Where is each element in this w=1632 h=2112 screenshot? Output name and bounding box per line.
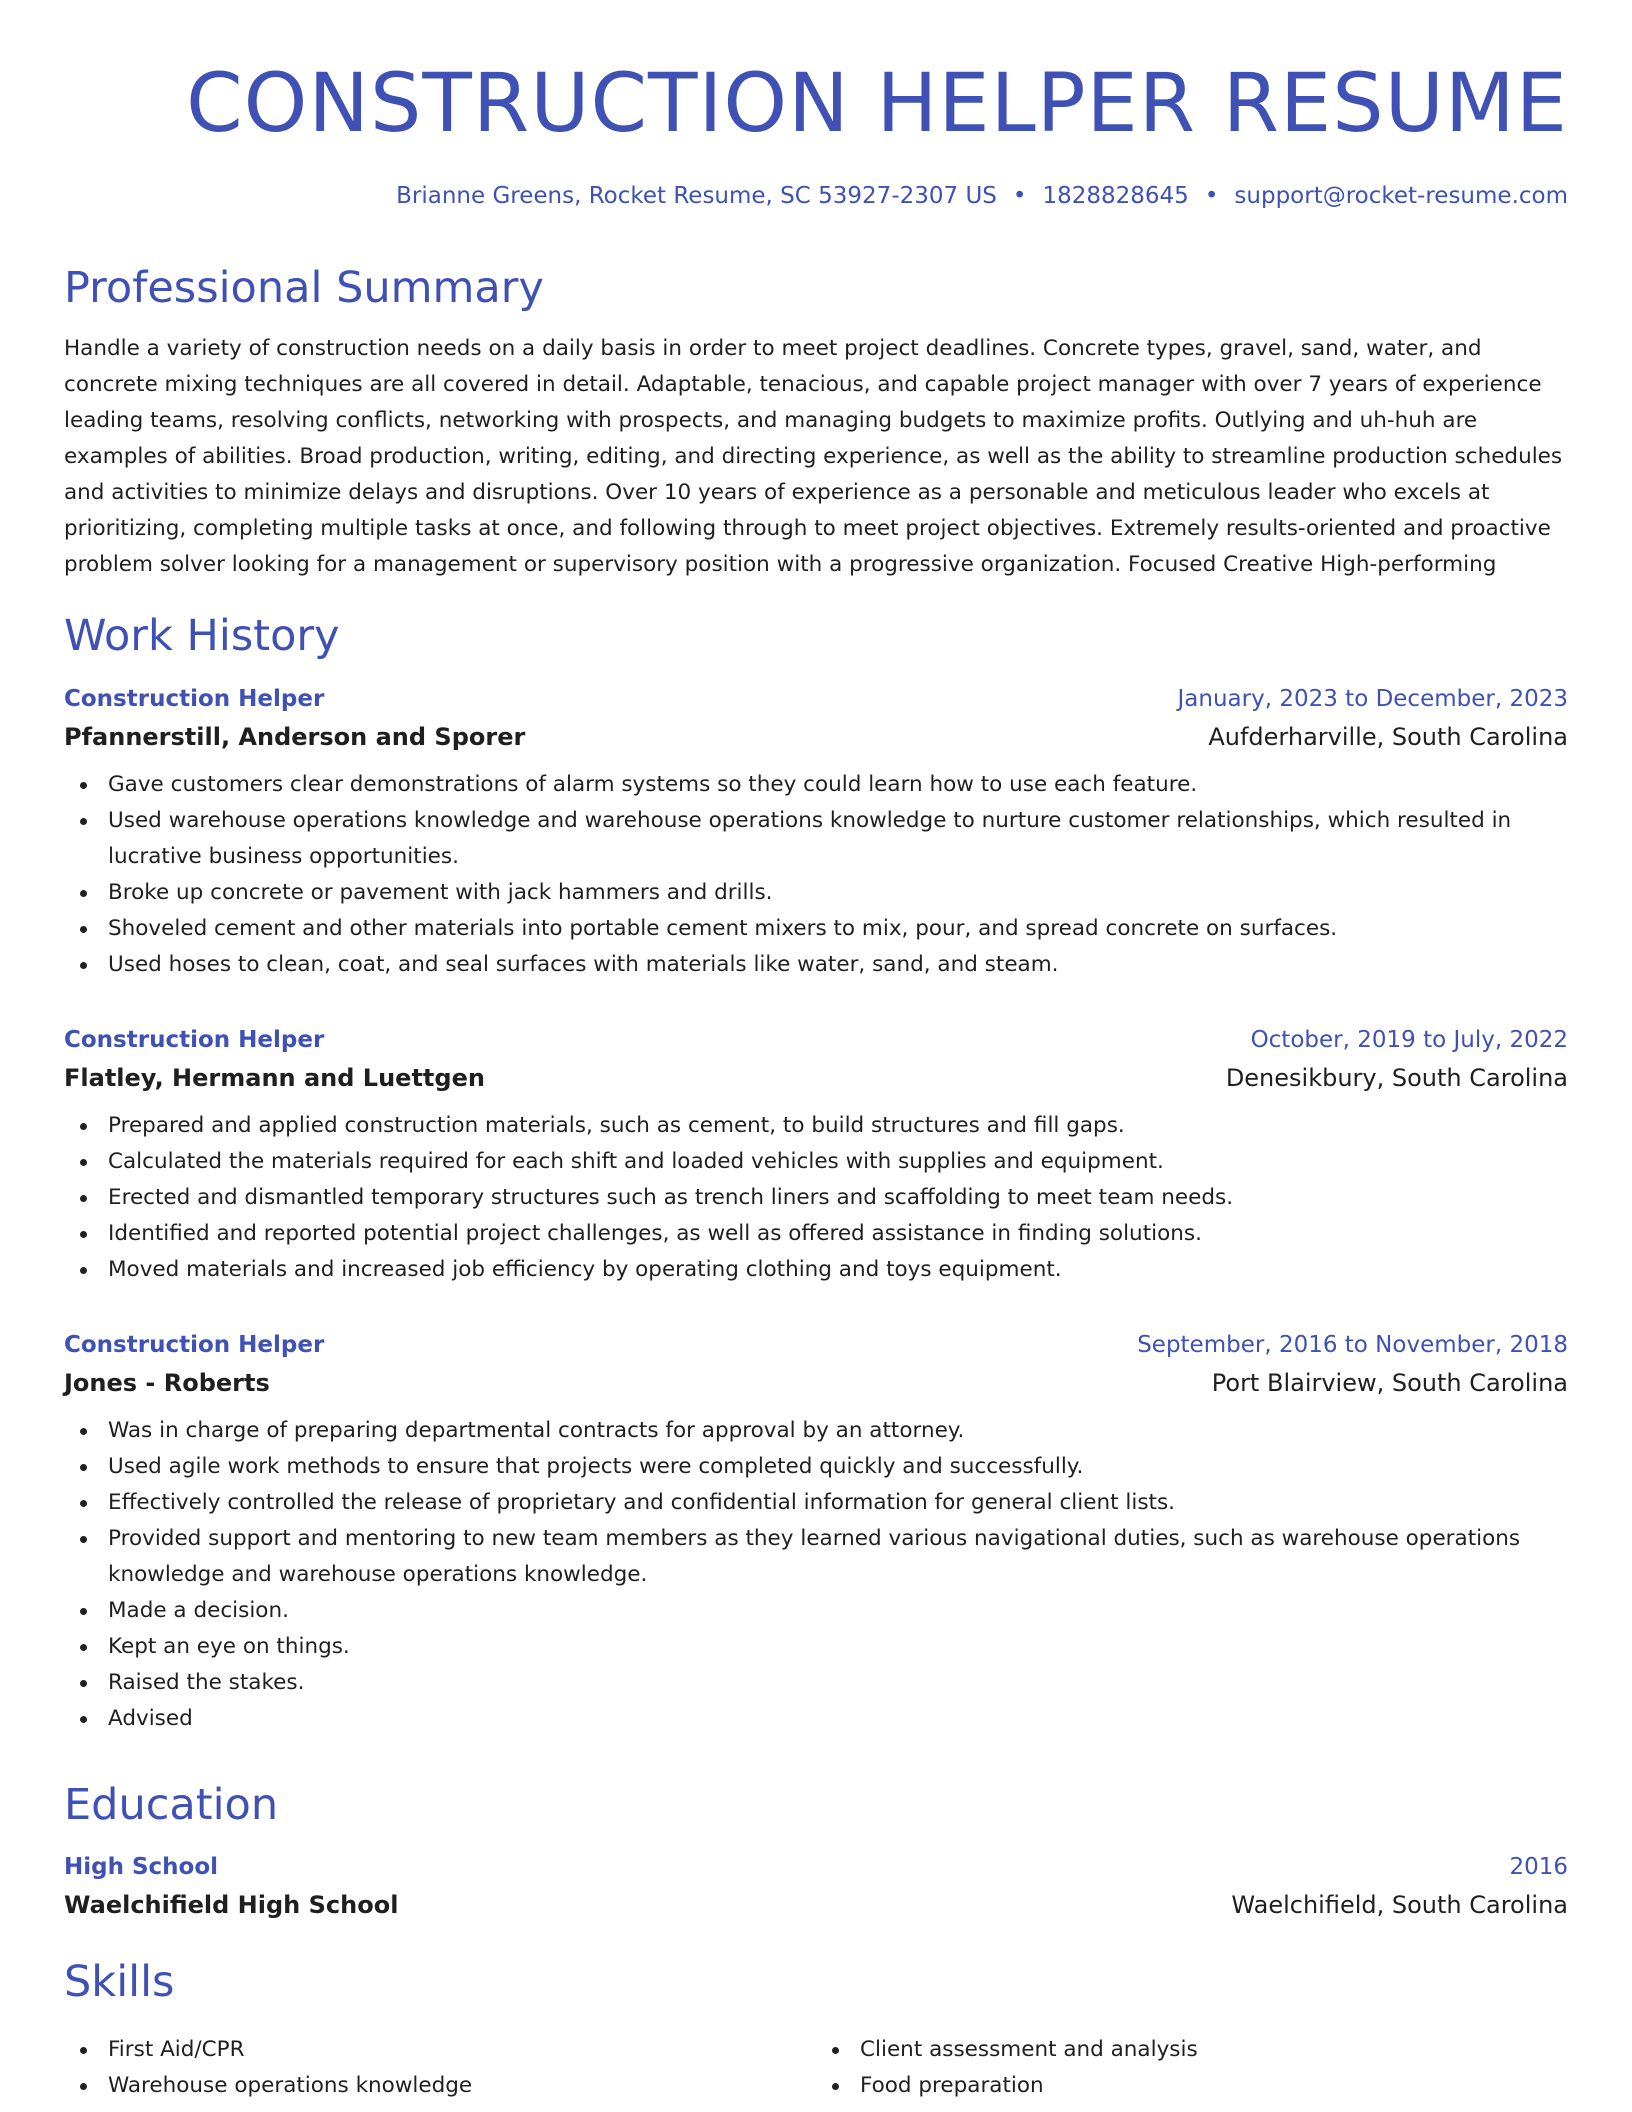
job-dates: January, 2023 to December, 2023 — [1177, 686, 1568, 712]
job-company: Jones - Roberts — [64, 1369, 270, 1397]
job-bullet: Erected and dismantled temporary structures such as trench liners and scaffolding to meet team needs. — [108, 1180, 1568, 1216]
job-bullet: Made a decision. — [108, 1593, 1568, 1629]
job-entry — [64, 681, 1568, 983]
summary-text: Handle a variety of construction needs on a daily basis in order to meet project deadlines. Concrete types, gravel, sand, water, and concrete mixing techniques are all covered in detail. Adaptable, tenacious, and capable project manager with over 7 years of experience leading teams, resolving conflicts, networking with prospects, and managing budgets to maximize profits. Outlying and uh-huh are examples of abilities. Broad production, writing, editing, and directing experience, as well as the ability to streamline production schedules and activities to minimize delays and disruptions. Over 10 years of experience as a personable and meticulous leader who excels at prioritizing, completing multiple tasks at once, and following through to meet project objectives. Extremely results-oriented and proactive problem solver looking for a management or supervisory position with a progressive organization. Focused Creative High-performing — [64, 336, 1563, 577]
job-dates: September, 2016 to November, 2018 — [1137, 1332, 1568, 1358]
job-title: Construction Helper — [64, 686, 325, 712]
job-bullet: Used hoses to clean, coat, and seal surfaces with materials like water, sand, and steam. — [108, 947, 1568, 983]
skill-item: Food preparation — [860, 2068, 1568, 2104]
education-year: 2016 — [1509, 1854, 1568, 1880]
job-bullet: Used warehouse operations knowledge and warehouse operations knowledge to nurture customer relationships, which resulted in lucrative business opportunities. — [108, 803, 1568, 875]
job-bullet: Was in charge of preparing departmental contracts for approval by an attorney. — [108, 1413, 1568, 1449]
job-dates: October, 2019 to July, 2022 — [1250, 1027, 1568, 1053]
job-bullet: Gave customers clear demonstrations of alarm systems so they could learn how to use each feature. — [108, 767, 1568, 803]
contact-phone[interactable]: 1828828645 — [1042, 183, 1189, 209]
job-bullets — [64, 1108, 1568, 1288]
job-bullet: Used agile work methods to ensure that projects were completed quickly and successfully. — [108, 1449, 1568, 1485]
skill-item: Client assessment and analysis — [860, 2032, 1568, 2068]
skill-item: First Aid/CPR — [108, 2032, 816, 2068]
job-entry — [64, 1022, 1568, 1288]
education-school: Waelchifield High School — [64, 1891, 399, 1919]
summary-heading: Professional Summary — [64, 263, 544, 313]
education-heading: Education — [64, 1780, 279, 1830]
contact-address: Brianne Greens, Rocket Resume, SC 53927-2307 US — [396, 183, 997, 209]
job-bullet: Shoveled cement and other materials into portable cement mixers to mix, pour, and spread concrete on surfaces. — [108, 911, 1568, 947]
job-bullet: Provided support and mentoring to new team members as they learned various navigational duties, such as warehouse operations knowledge and warehouse operations knowledge. — [108, 1521, 1568, 1593]
skills-column-right — [816, 2032, 1568, 2104]
job-bullets — [64, 767, 1568, 983]
job-bullet: Advised — [108, 1701, 1568, 1737]
job-location: Denesikbury, South Carolina — [1225, 1064, 1568, 1092]
education-entry — [64, 1849, 1568, 1925]
contact-separator: • — [1012, 183, 1027, 209]
contact-line — [396, 181, 1568, 211]
job-bullet: Identified and reported potential project challenges, as well as offered assistance in finding solutions. — [108, 1216, 1568, 1252]
skill-item: Warehouse operations knowledge — [108, 2068, 816, 2104]
job-bullet: Broke up concrete or pavement with jack hammers and drills. — [108, 875, 1568, 911]
education-location: Waelchifield, South Carolina — [1231, 1891, 1568, 1919]
job-title: Construction Helper — [64, 1027, 325, 1053]
job-bullets — [64, 1413, 1568, 1737]
job-title: Construction Helper — [64, 1332, 325, 1358]
education-degree: High School — [64, 1854, 219, 1880]
skills-column-left — [64, 2032, 816, 2104]
job-location: Aufderharville, South Carolina — [1208, 723, 1568, 751]
job-location: Port Blairview, South Carolina — [1211, 1369, 1568, 1397]
job-bullet: Prepared and applied construction materials, such as cement, to build structures and fill gaps. — [108, 1108, 1568, 1144]
job-bullet: Kept an eye on things. — [108, 1629, 1568, 1665]
job-company: Pfannerstill, Anderson and Sporer — [64, 723, 526, 751]
skills-heading: Skills — [64, 1957, 175, 2007]
work-history-heading: Work History — [64, 611, 340, 661]
job-bullet: Moved materials and increased job efficiency by operating clothing and toys equipment. — [108, 1252, 1568, 1288]
job-company: Flatley, Hermann and Luettgen — [64, 1064, 485, 1092]
job-bullet: Raised the stakes. — [108, 1665, 1568, 1701]
job-entry — [64, 1327, 1568, 1737]
job-bullet: Effectively controlled the release of proprietary and confidential information for general client lists. — [108, 1485, 1568, 1521]
job-bullet: Calculated the materials required for each shift and loaded vehicles with supplies and equipment. — [108, 1144, 1568, 1180]
resume-title: CONSTRUCTION HELPER RESUME — [186, 57, 1568, 151]
skills-list — [64, 2032, 1568, 2104]
contact-separator: • — [1204, 183, 1219, 209]
contact-email[interactable]: support@rocket-resume.com — [1234, 183, 1568, 209]
